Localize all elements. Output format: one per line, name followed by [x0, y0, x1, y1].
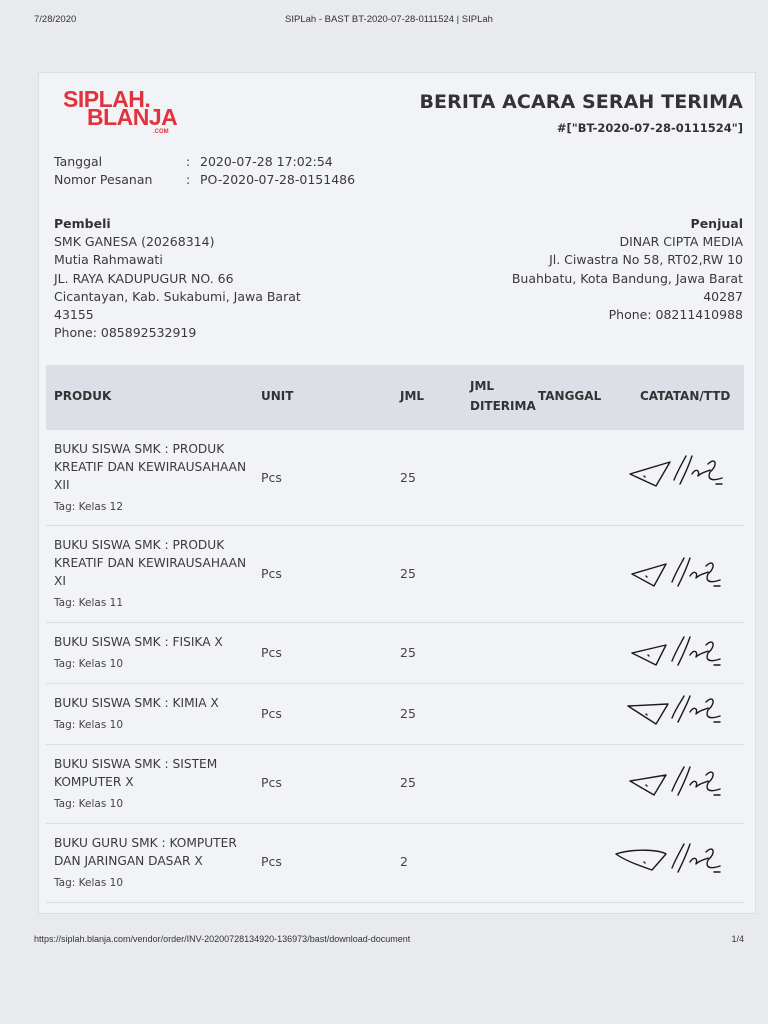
unit-cell: Pcs	[261, 645, 282, 660]
meta-row-date	[54, 153, 355, 171]
product-table	[46, 365, 744, 903]
buyer-block	[54, 215, 354, 342]
product-name-line: BUKU SISWA SMK : SISTEM	[54, 757, 218, 771]
print-footer	[34, 934, 744, 948]
seller-line: Jl. Ciwastra No 58, RT02,RW 10	[549, 252, 743, 268]
document-title: BERITA ACARA SERAH TERIMA	[419, 91, 743, 113]
table-row	[46, 745, 744, 824]
header-product: PRODUK	[54, 389, 112, 403]
seller-line: Buahbatu, Kota Bandung, Jawa Barat	[511, 270, 743, 286]
buyer-line: Mutia Rahmawati	[54, 252, 163, 268]
product-name-line: DAN JARINGAN DASAR X	[54, 854, 203, 868]
table-header	[46, 365, 744, 430]
print-title: SIPLah - BAST BT-2020-07-28-0111524 | SIPLah	[285, 14, 493, 25]
date-value: 2020-07-28 17:02:54	[200, 154, 333, 169]
product-name-line: BUKU SISWA SMK : PRODUK	[54, 538, 225, 552]
product-cell	[54, 536, 259, 612]
buyer-line: JL. RAYA KADUPUGUR NO. 66	[54, 270, 234, 286]
product-tag: Tag: Kelas 10	[54, 719, 123, 731]
date-label: Tanggal	[54, 154, 103, 169]
document-number: #["BT-2020-07-28-0111524"]	[556, 121, 743, 135]
product-name-line: KREATIF DAN KEWIRAUSAHAAN	[54, 556, 247, 570]
logo-com: .COM	[153, 129, 169, 135]
table-row	[46, 430, 744, 526]
product-cell	[54, 834, 259, 892]
product-tag: Tag: Kelas 10	[54, 877, 123, 889]
table-row	[46, 684, 744, 745]
unit-cell: Pcs	[261, 775, 282, 790]
buyer-line: 43155	[54, 307, 94, 323]
product-tag: Tag: Kelas 11	[54, 597, 123, 609]
product-name-line: KREATIF DAN KEWIRAUSAHAAN	[54, 460, 247, 474]
table-row	[46, 526, 744, 623]
unit-cell: Pcs	[261, 470, 282, 485]
page-number: 1/4	[731, 934, 744, 944]
header-notes: CATATAN/TTD	[640, 389, 731, 403]
print-date: 7/28/2020	[34, 14, 77, 25]
signature-icon	[626, 633, 726, 673]
seller-line: 40287	[703, 288, 743, 304]
order-value: PO-2020-07-28-0151486	[200, 172, 356, 187]
header-date: TANGGAL	[538, 389, 602, 403]
signature-icon	[626, 763, 726, 803]
product-name-line: BUKU SISWA SMK : PRODUK	[54, 442, 225, 456]
header-received-1: JML	[470, 379, 495, 393]
buyer-line: Phone: 085892532919	[54, 325, 197, 341]
product-tag: Tag: Kelas 12	[54, 501, 123, 513]
product-name-line: BUKU SISWA SMK : KIMIA X	[54, 696, 219, 710]
qty-cell: 25	[400, 706, 416, 721]
buyer-heading: Pembeli	[54, 216, 111, 231]
siplah-blanja-logo	[63, 83, 183, 143]
product-name-line: XII	[54, 478, 70, 492]
colon: :	[186, 154, 191, 169]
product-tag: Tag: Kelas 10	[54, 798, 123, 810]
product-name-line: XI	[54, 574, 66, 588]
print-url: https://siplah.blanja.com/vendor/order/INV-20200728134920-136973/bast/download-document	[34, 934, 411, 944]
qty-cell: 25	[400, 645, 416, 660]
print-header	[34, 14, 744, 30]
qty-cell: 25	[400, 566, 416, 581]
seller-block	[443, 215, 743, 324]
product-cell	[54, 440, 259, 516]
meta-row-order	[54, 171, 355, 189]
product-cell	[54, 755, 259, 813]
table-row	[46, 623, 744, 684]
seller-line: Phone: 08211410988	[608, 307, 743, 323]
buyer-line: Cicantayan, Kab. Sukabumi, Jawa Barat	[54, 288, 301, 304]
logo-line-1: SIPLAH.	[63, 86, 151, 112]
order-label: Nomor Pesanan	[54, 172, 153, 187]
product-name-line: BUKU GURU SMK : KOMPUTER	[54, 836, 237, 850]
buyer-line: SMK GANESA (20268314)	[54, 234, 215, 250]
product-name-line: KOMPUTER X	[54, 775, 134, 789]
product-tag: Tag: Kelas 10	[54, 658, 123, 670]
colon: :	[186, 172, 191, 187]
signature-icon	[626, 452, 726, 492]
product-cell	[54, 694, 259, 734]
logo-line-2: BLANJA	[87, 104, 178, 130]
order-meta	[54, 153, 355, 189]
qty-cell: 2	[400, 854, 408, 869]
signature-icon	[626, 554, 726, 594]
header-unit: UNIT	[261, 389, 294, 403]
product-cell	[54, 633, 259, 673]
table-row	[46, 824, 744, 903]
document-sheet	[38, 72, 756, 914]
seller-line: DINAR CIPTA MEDIA	[619, 234, 743, 250]
signature-icon	[626, 692, 726, 732]
qty-cell: 25	[400, 470, 416, 485]
header-received-2: DITERIMA	[470, 399, 536, 413]
unit-cell: Pcs	[261, 706, 282, 721]
unit-cell: Pcs	[261, 854, 282, 869]
header-qty: JML	[400, 389, 425, 403]
product-name-line: BUKU SISWA SMK : FISIKA X	[54, 635, 223, 649]
unit-cell: Pcs	[261, 566, 282, 581]
signature-icon	[614, 840, 726, 880]
seller-heading: Penjual	[690, 216, 743, 231]
qty-cell: 25	[400, 775, 416, 790]
